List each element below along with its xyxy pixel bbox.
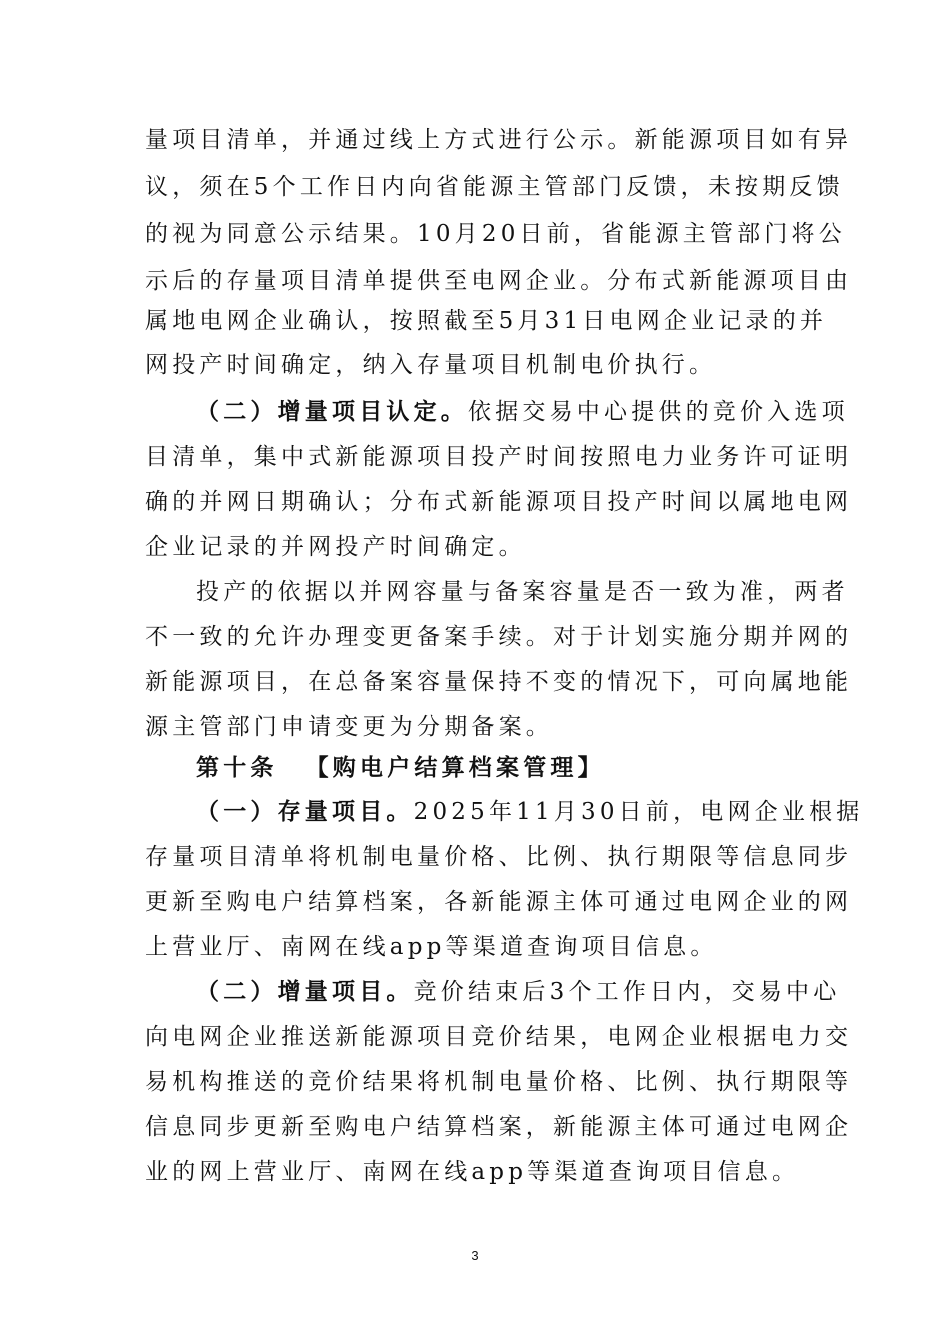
paragraph-line: 投产的依据以并网容量与备案容量是否一致为准，两者 bbox=[196, 579, 849, 605]
section-heading: （二）增量项目。 bbox=[196, 979, 414, 1005]
paragraph-line bbox=[196, 977, 840, 1007]
paragraph-line: 易机构推送的竞价结果将机制电量价格、比例、执行期限等 bbox=[145, 1069, 853, 1095]
paragraph-line: 示后的存量项目清单提供至电网企业。分布式新能源项目由 bbox=[145, 268, 853, 294]
paragraph-line: 企业记录的并网投产时间确定。 bbox=[145, 534, 526, 560]
paragraph-line: 确的并网日期确认；分布式新能源项目投产时间以属地电网 bbox=[145, 489, 853, 515]
paragraph-line: 属地电网企业确认，按照截至5月31日电网企业记录的并 bbox=[145, 308, 828, 334]
paragraph-line: 网投产时间确定，纳入存量项目机制电价执行。 bbox=[145, 352, 717, 378]
paragraph-line: 业的网上营业厅、南网在线app等渠道查询项目信息。 bbox=[145, 1159, 800, 1185]
paragraph-line: 源主管部门申请变更为分期备案。 bbox=[145, 714, 553, 740]
paragraph-line: 的视为同意公示结果。10月20日前，省能源主管部门将公 bbox=[145, 221, 846, 247]
paragraph-line: 存量项目清单将机制电量价格、比例、执行期限等信息同步 bbox=[145, 844, 853, 870]
paragraph-text: 依据交易中心提供的竞价入选项 bbox=[468, 399, 849, 425]
article-heading bbox=[196, 753, 605, 783]
page-number: 3 bbox=[471, 1248, 479, 1263]
paragraph-line bbox=[196, 397, 849, 427]
paragraph-line: 上营业厅、南网在线app等渠道查询项目信息。 bbox=[145, 934, 718, 960]
paragraph-line: 信息同步更新至购电户结算档案，新能源主体可通过电网企 bbox=[145, 1114, 853, 1140]
paragraph-line: 目清单，集中式新能源项目投产时间按照电力业务许可证明 bbox=[145, 444, 853, 470]
paragraph-text: 2025年11月30日前，电网企业根据 bbox=[413, 799, 864, 825]
paragraph-line: 量项目清单，并通过线上方式进行公示。新能源项目如有异 bbox=[145, 127, 853, 153]
paragraph-line bbox=[196, 797, 863, 827]
paragraph-line: 不一致的允许办理变更备案手续。对于计划实施分期并网的 bbox=[145, 624, 853, 650]
paragraph-line: 向电网企业推送新能源项目竞价结果，电网企业根据电力交 bbox=[145, 1024, 853, 1050]
article-number: 第十条 bbox=[196, 755, 278, 781]
section-heading: （一）存量项目。 bbox=[196, 799, 414, 825]
paragraph-line: 更新至购电户结算档案，各新能源主体可通过电网企业的网 bbox=[145, 889, 853, 915]
article-title: 【购电户结算档案管理】 bbox=[305, 755, 605, 781]
paragraph-line: 新能源项目，在总备案容量保持不变的情况下，可向属地能 bbox=[145, 669, 853, 695]
paragraph-line: 议，须在5个工作日内向省能源主管部门反馈，未按期反馈 bbox=[145, 174, 844, 200]
paragraph-text: 竞价结束后3个工作日内，交易中心 bbox=[413, 979, 841, 1005]
section-heading: （二）增量项目认定。 bbox=[196, 399, 468, 425]
